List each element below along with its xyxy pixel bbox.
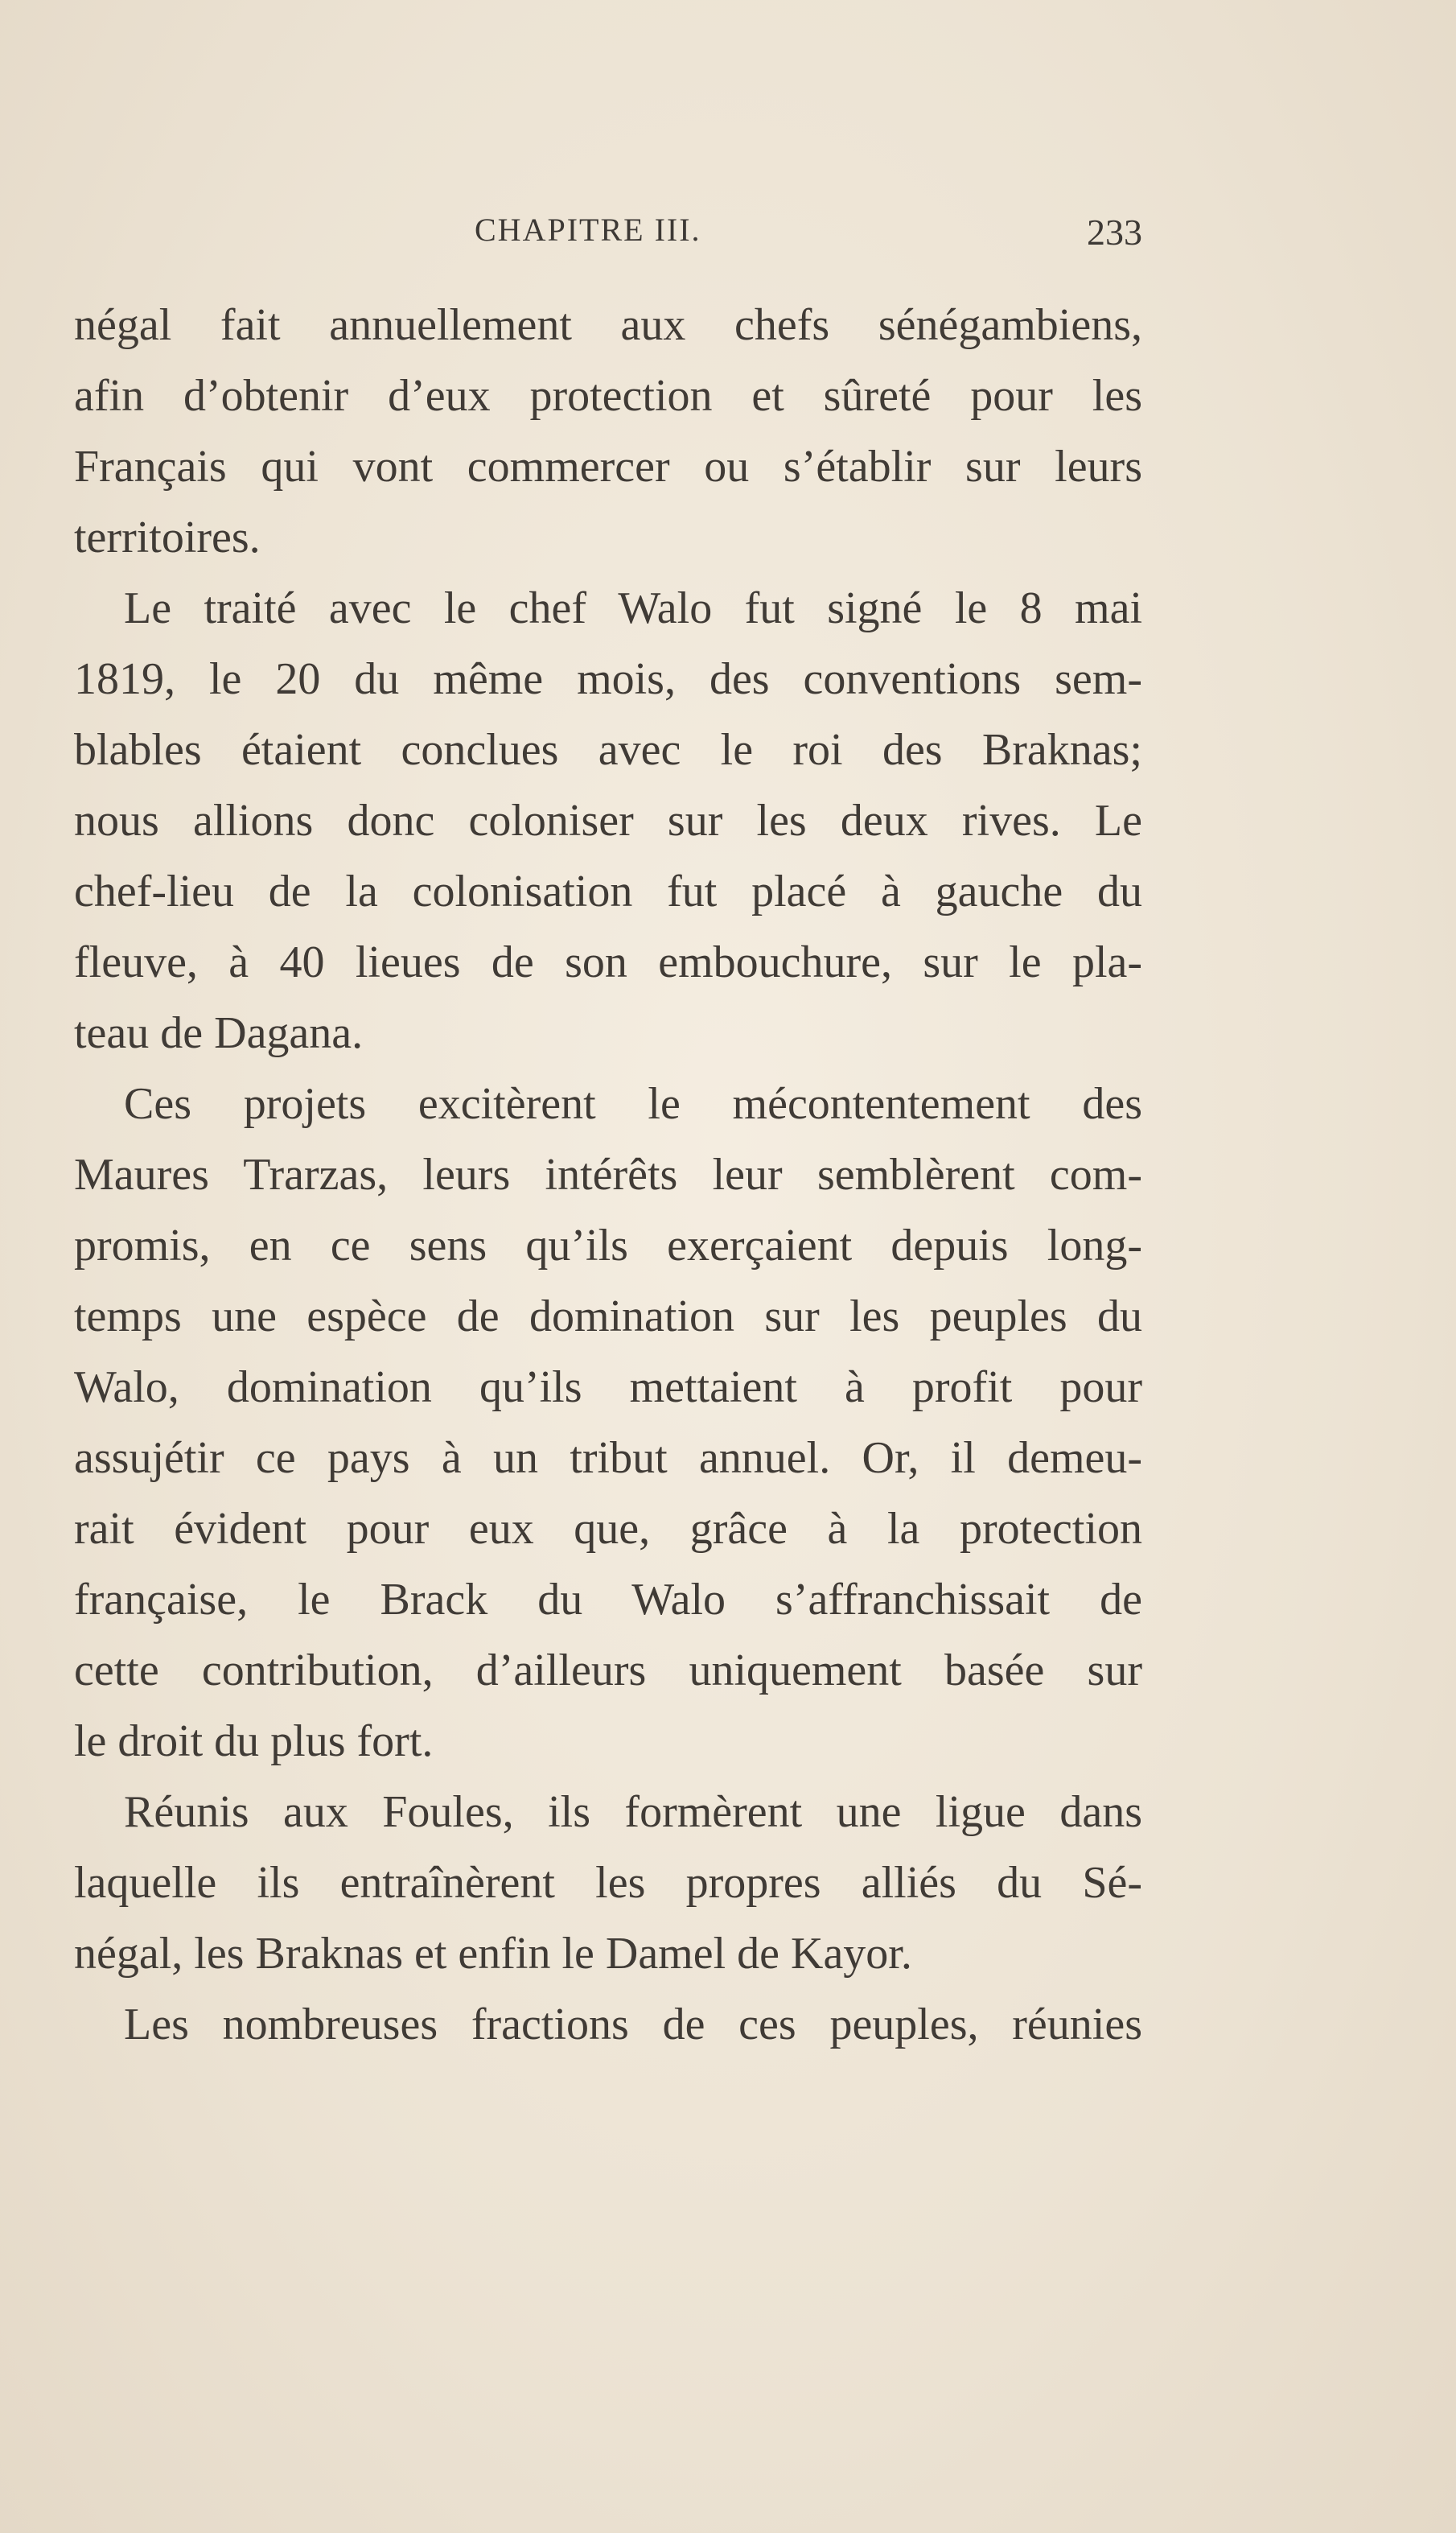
text-line: Le traité avec le chef Walo fut signé le 8 mai bbox=[124, 583, 1142, 633]
page-number: 233 bbox=[1087, 212, 1142, 253]
text-line: temps une espèce de domination sur les peuples du bbox=[74, 1291, 1142, 1341]
text-line: nous allions donc coloniser sur les deux rives. Le bbox=[74, 796, 1142, 846]
text-line: Réunis aux Foules, ils formèrent une ligue dans bbox=[124, 1787, 1142, 1837]
text-line: Ces projets excitèrent le mécontentement des bbox=[124, 1079, 1142, 1129]
text-line: Walo, domination qu’ils mettaient à profit pour bbox=[74, 1362, 1142, 1412]
running-header bbox=[74, 211, 1142, 259]
text-line: négal, les Braknas et enfin le Damel de Kayor. bbox=[74, 1929, 912, 1979]
text-line: française, le Brack du Walo s’affranchissait de bbox=[74, 1575, 1142, 1625]
text-line: Français qui vont commercer ou s’établir sur leurs bbox=[74, 442, 1142, 492]
body-text bbox=[74, 290, 1142, 2060]
text-line: territoires. bbox=[74, 513, 261, 562]
text-line: afin d’obtenir d’eux protection et sûreté pour les bbox=[74, 371, 1142, 421]
text-line: le droit du plus fort. bbox=[74, 1716, 434, 1766]
text-line: 1819, le 20 du même mois, des conventions sem- bbox=[74, 654, 1142, 704]
text-line: rait évident pour eux que, grâce à la protection bbox=[74, 1504, 1142, 1554]
text-line: Maures Trarzas, leurs intérêts leur semblèrent com- bbox=[74, 1150, 1142, 1200]
text-line: Les nombreuses fractions de ces peuples, réunies bbox=[124, 2000, 1142, 2049]
chapter-heading: CHAPITRE III. bbox=[475, 212, 701, 248]
text-line: négal fait annuellement aux chefs sénégambiens, bbox=[74, 300, 1142, 350]
text-line: promis, en ce sens qu’ils exerçaient depuis long- bbox=[74, 1221, 1142, 1271]
text-line: cette contribution, d’ailleurs uniquement basée sur bbox=[74, 1645, 1142, 1695]
text-line: teau de Dagana. bbox=[74, 1008, 364, 1058]
text-line: assujétir ce pays à un tribut annuel. Or, il demeu- bbox=[74, 1433, 1142, 1483]
text-line: laquelle ils entraînèrent les propres alliés du Sé- bbox=[74, 1858, 1142, 1908]
text-line: blables étaient conclues avec le roi des Braknas; bbox=[74, 725, 1142, 775]
text-line: fleuve, à 40 lieues de son embouchure, sur le pla- bbox=[74, 937, 1142, 987]
text-line: chef-lieu de la colonisation fut placé à gauche du bbox=[74, 867, 1142, 916]
